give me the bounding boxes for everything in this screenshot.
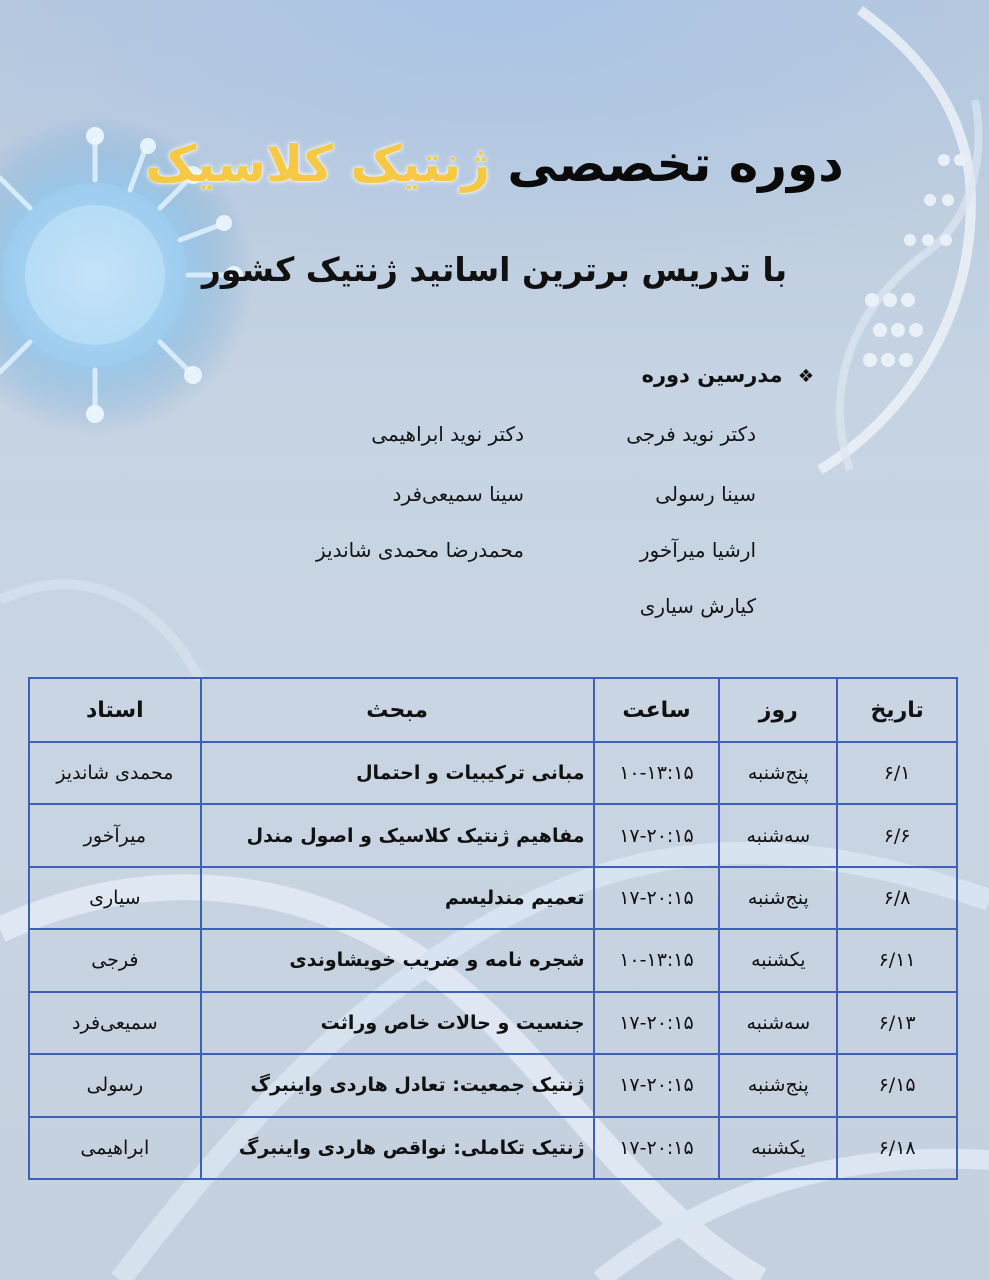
cell-time: ۱۷-۲۰:۱۵ (594, 867, 720, 929)
teacher-name: سینا رسولی (655, 482, 756, 506)
teacher-name: دکتر نوید فرجی (626, 422, 756, 446)
cell-date: ۶/۱۸ (837, 1117, 957, 1179)
cell-day: پنج‌شنبه (719, 1054, 837, 1116)
title-main: دوره تخصصی (507, 135, 844, 193)
teacher-name: سینا سمیعی‌فرد (392, 482, 524, 506)
cell-topic: ژنتیک تکاملی: نواقص هاردی واینبرگ (201, 1117, 594, 1179)
table-row (29, 929, 957, 991)
cell-day: سه‌شنبه (719, 992, 837, 1054)
column-header-teacher: استاد (29, 678, 201, 742)
cell-date: ۶/۱۵ (837, 1054, 957, 1116)
table-row (29, 1117, 957, 1179)
cell-date: ۶/۶ (837, 804, 957, 866)
teacher-name: ارشیا میرآخور (639, 538, 756, 562)
teacher-name: دکتر نوید ابراهیمی (371, 422, 524, 446)
schedule-table (28, 677, 958, 1180)
cell-topic: شجره نامه و ضریب خویشاوندی (201, 929, 594, 991)
cell-teacher: رسولی (29, 1054, 201, 1116)
teachers-heading (642, 363, 814, 387)
cell-date: ۶/۱۳ (837, 992, 957, 1054)
cell-day: سه‌شنبه (719, 804, 837, 866)
column-header-topic: مبحث (201, 678, 594, 742)
column-header-date: تاریخ (837, 678, 957, 742)
table-row (29, 867, 957, 929)
cell-teacher: میرآخور (29, 804, 201, 866)
teacher-name: کیارش سیاری (639, 594, 756, 618)
cell-time: ۱۷-۲۰:۱۵ (594, 992, 720, 1054)
cell-day: پنج‌شنبه (719, 742, 837, 804)
cell-teacher: ابراهیمی (29, 1117, 201, 1179)
cell-teacher: محمدی شاندیز (29, 742, 201, 804)
table-row (29, 992, 957, 1054)
table-row (29, 804, 957, 866)
table-header-row (29, 678, 957, 742)
cell-day: یکشنبه (719, 929, 837, 991)
table-row (29, 742, 957, 804)
teachers-heading-label: مدرسین دوره (641, 363, 783, 387)
page-title (0, 135, 989, 193)
teacher-name: محمدرضا محمدی شاندیز (316, 538, 524, 562)
cell-date: ۶/۱۱ (837, 929, 957, 991)
cell-date: ۶/۱ (837, 742, 957, 804)
cell-time: ۱۰-۱۳:۱۵ (594, 742, 720, 804)
cell-time: ۱۰-۱۳:۱۵ (594, 929, 720, 991)
cell-teacher: فرجی (29, 929, 201, 991)
cell-date: ۶/۸ (837, 867, 957, 929)
cell-topic: مفاهیم ژنتیک کلاسیک و اصول مندل (201, 804, 594, 866)
title-accent: ژنتیک کلاسیک (145, 135, 490, 193)
cell-time: ۱۷-۲۰:۱۵ (594, 1117, 720, 1179)
cell-topic: مبانی ترکیبیات و احتمال (201, 742, 594, 804)
page-subtitle: با تدریس برترین اساتید ژنتیک کشور (201, 250, 788, 289)
column-header-day: روز (719, 678, 837, 742)
column-header-time: ساعت (594, 678, 720, 742)
cell-teacher: سمیعی‌فرد (29, 992, 201, 1054)
cell-day: پنج‌شنبه (719, 867, 837, 929)
cell-topic: جنسیت و حالات خاص وراثت (201, 992, 594, 1054)
cell-day: یکشنبه (719, 1117, 837, 1179)
diamond-bullet-icon: ❖ (797, 366, 814, 387)
table-row (29, 1054, 957, 1116)
cell-time: ۱۷-۲۰:۱۵ (594, 1054, 720, 1116)
cell-time: ۱۷-۲۰:۱۵ (594, 804, 720, 866)
cell-topic: ژنتیک جمعیت: تعادل هاردی واینبرگ (201, 1054, 594, 1116)
cell-teacher: سیاری (29, 867, 201, 929)
cell-topic: تعمیم مندلیسم (201, 867, 594, 929)
